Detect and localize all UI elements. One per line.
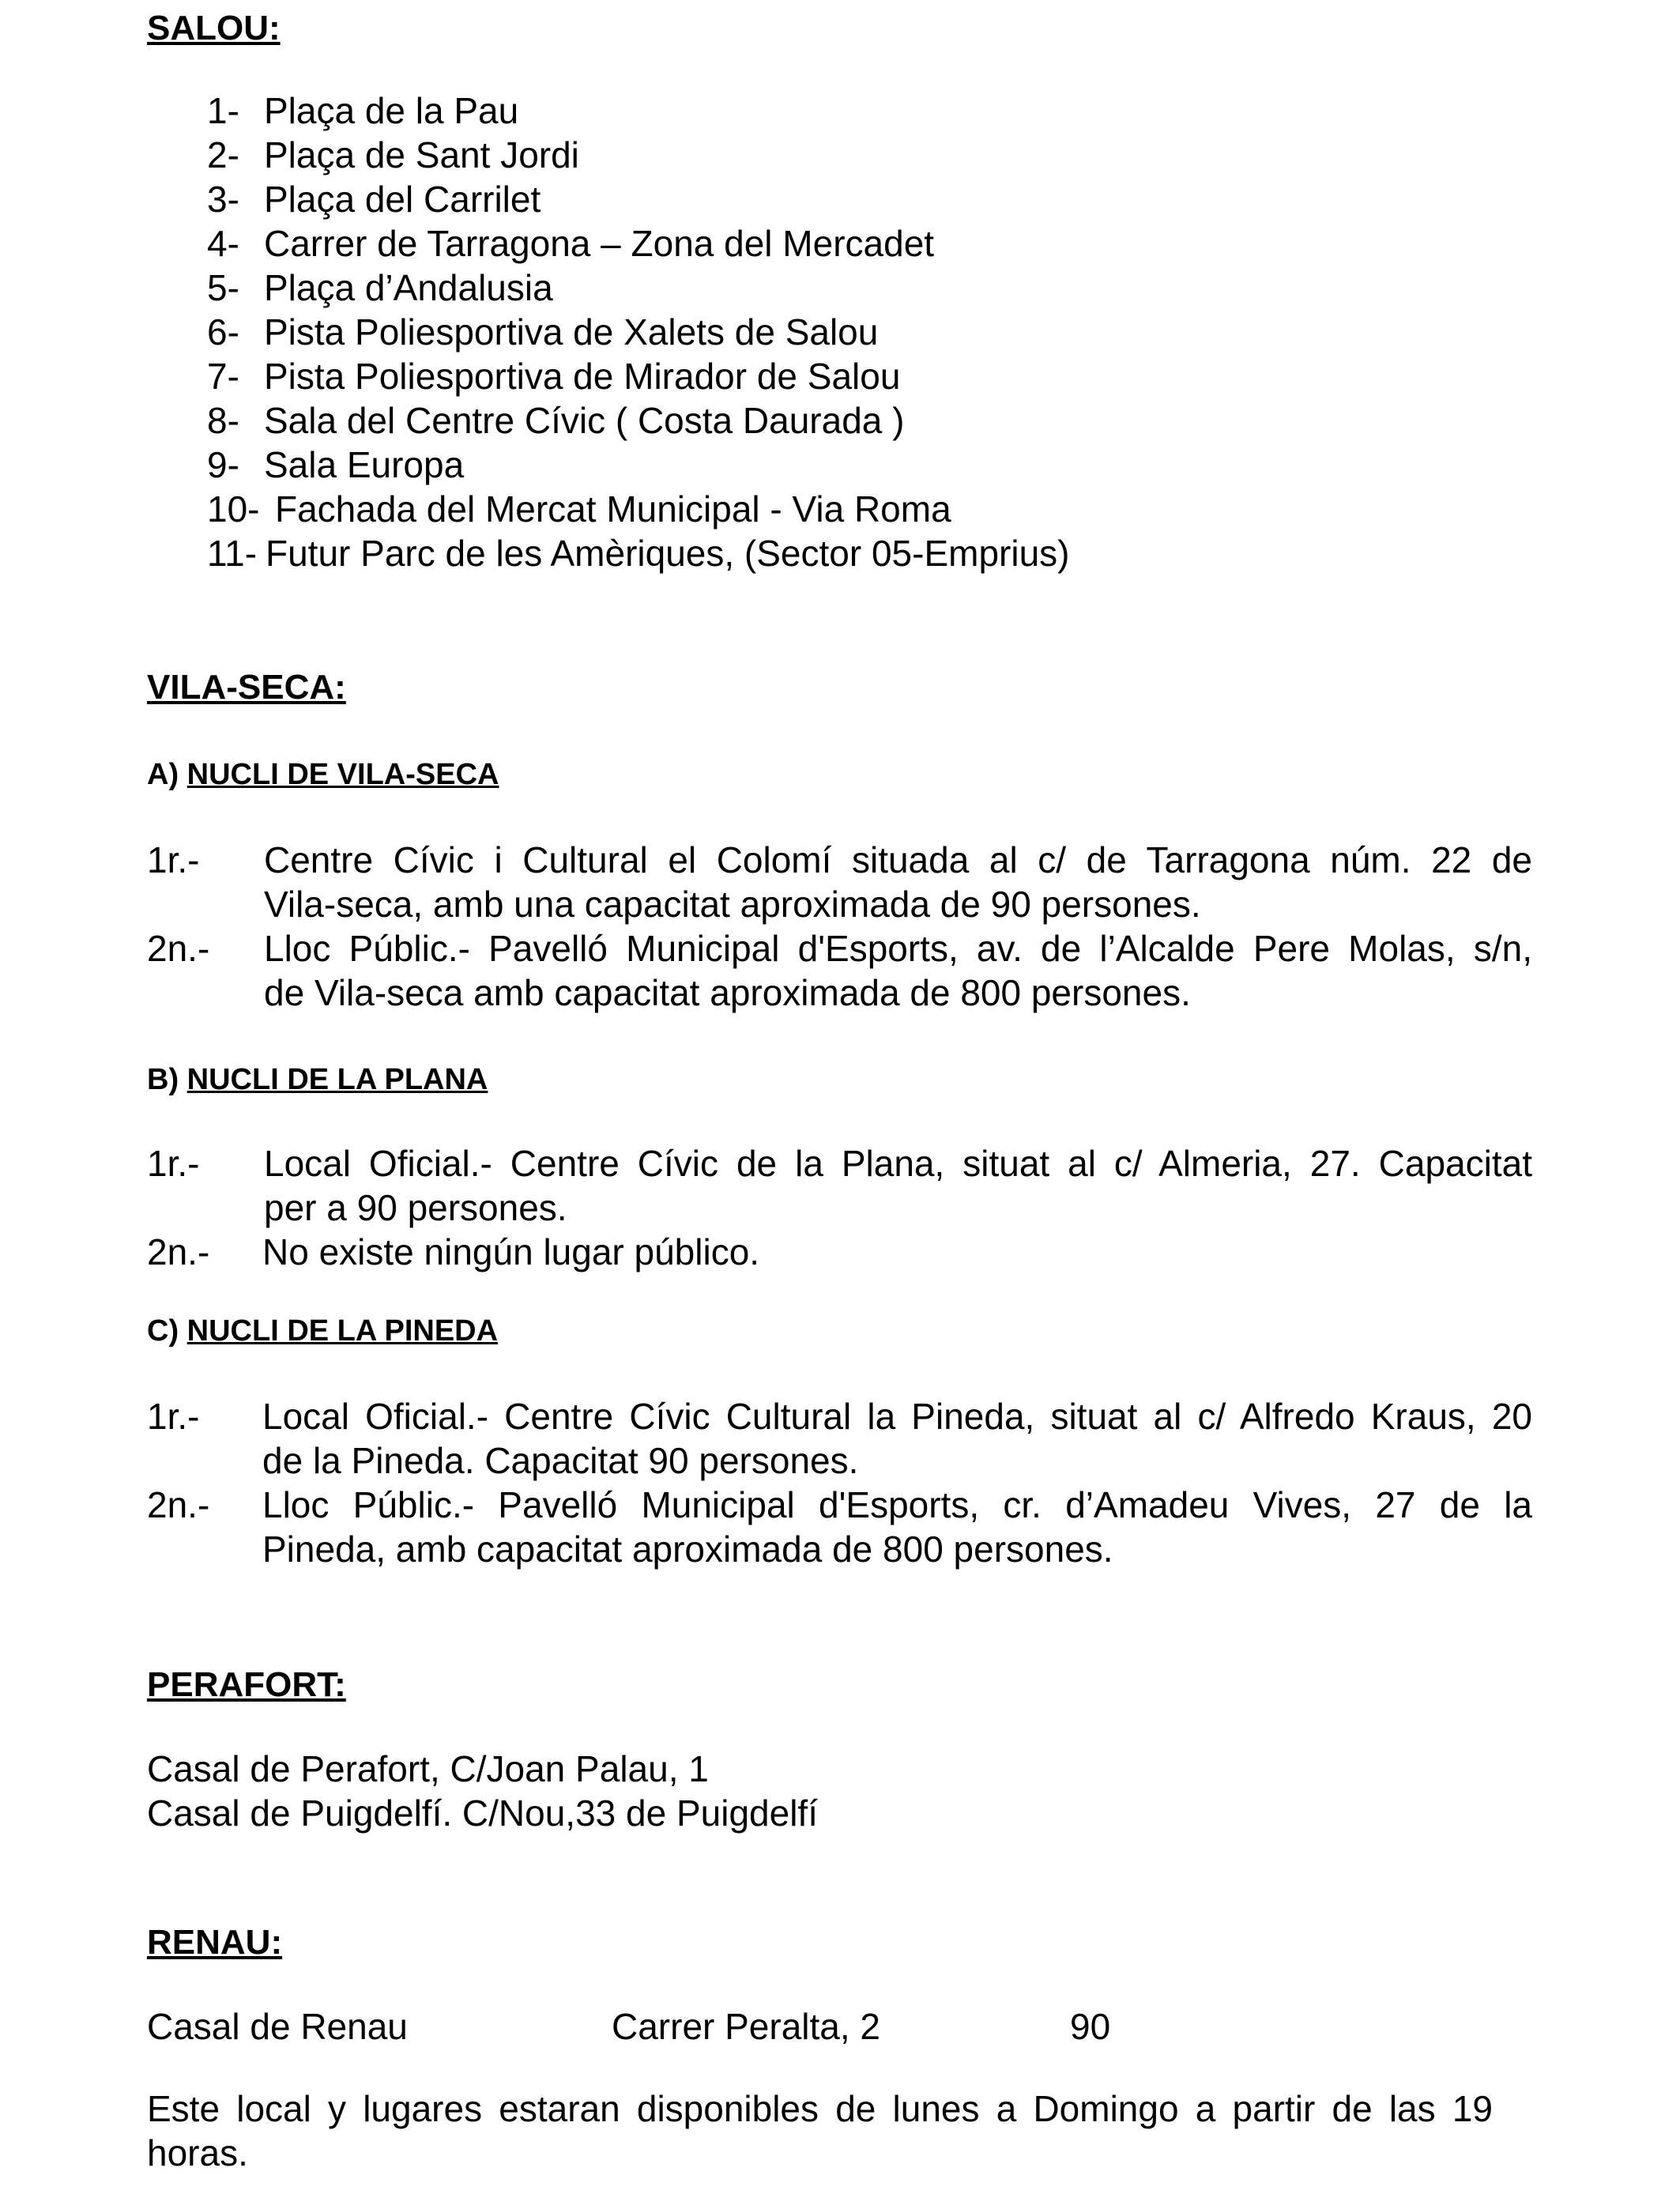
entry-line: Centre Cívic i Cultural el Colomí situada al c/ de Tarragona núm. 22 de bbox=[264, 839, 1532, 880]
entry-line: Local Oficial.- Centre Cívic de la Plana, situat al c/ Almeria, 27. Capacitat bbox=[264, 1143, 1532, 1184]
entry-line: Lloc Públic.- Pavelló Municipal d'Esports, cr. d’Amadeu Vives, 27 de la bbox=[262, 1484, 1532, 1525]
section-c-heading bbox=[147, 1312, 498, 1350]
section-a-title: NUCLI DE VILA-SECA bbox=[186, 758, 499, 791]
perafort-line: Casal de Puigdelfí. C/Nou,33 de Puigdelfí bbox=[147, 1793, 818, 1834]
salou-item-num: 6- bbox=[207, 311, 239, 352]
entry-line: de la Pineda. Capacitat 90 persones. bbox=[262, 1440, 859, 1481]
entry-num: 1r.- bbox=[147, 1143, 200, 1184]
section-c-prefix: C) bbox=[147, 1314, 179, 1348]
section-a-prefix: A) bbox=[147, 758, 179, 791]
salou-item-num: 11- bbox=[207, 533, 258, 574]
salou-item-text: Sala Europa bbox=[264, 444, 465, 485]
salou-item-text: Plaça de Sant Jordi bbox=[264, 134, 579, 175]
perafort-heading: PERAFORT: bbox=[147, 1665, 346, 1704]
entry-num: 2n.- bbox=[147, 928, 210, 969]
salou-item-num: 5- bbox=[207, 267, 239, 308]
salou-item-num: 2- bbox=[207, 134, 239, 175]
entry-line: Lloc Públic.- Pavelló Municipal d'Esports, av. de l’Alcalde Pere Molas, s/n, bbox=[264, 928, 1532, 969]
entry-text bbox=[262, 1394, 1532, 1483]
entry-line: de Vila-seca amb capacitat aproximada de 800 persones. bbox=[264, 972, 1191, 1013]
entry-line: per a 90 persones. bbox=[264, 1187, 567, 1228]
salou-heading: SALOU: bbox=[147, 9, 281, 47]
salou-item-num: 1- bbox=[207, 90, 239, 131]
entry-num: 2n.- bbox=[147, 1484, 210, 1525]
section-a-heading bbox=[147, 756, 499, 794]
salou-item-num: 4- bbox=[207, 223, 239, 264]
salou-item-text: Sala del Centre Cívic ( Costa Daurada ) bbox=[264, 400, 905, 441]
salou-item-text: Futur Parc de les Amèriques, (Sector 05-Emprius) bbox=[266, 533, 1070, 574]
entry-line: Local Oficial.- Centre Cívic Cultural la Pineda, situat al c/ Alfredo Kraus, 20 bbox=[262, 1396, 1532, 1437]
entry-num: 1r.- bbox=[147, 839, 200, 880]
entry-num: 1r.- bbox=[147, 1396, 200, 1437]
salou-item-text: Carrer de Tarragona – Zona del Mercadet bbox=[264, 223, 935, 264]
salou-item-num: 10- bbox=[207, 488, 260, 530]
salou-item-text: Plaça de la Pau bbox=[264, 90, 519, 131]
perafort-line: Casal de Perafort, C/Joan Palau, 1 bbox=[147, 1748, 709, 1789]
entry-num: 2n.- bbox=[147, 1231, 210, 1272]
section-c-title: NUCLI DE LA PINEDA bbox=[186, 1314, 499, 1348]
note-line: horas. bbox=[147, 2132, 248, 2173]
salou-item-text: Pista Poliesportiva de Mirador de Salou bbox=[264, 356, 901, 397]
vilaseca-heading: VILA-SECA: bbox=[147, 668, 346, 707]
salou-item-num: 7- bbox=[207, 356, 239, 397]
salou-item-num: 8- bbox=[207, 400, 239, 441]
section-b-prefix: B) bbox=[147, 1063, 179, 1096]
availability-note bbox=[147, 2087, 1493, 2175]
section-b-title: NUCLI DE LA PLANA bbox=[186, 1063, 488, 1096]
note-line: Este local y lugares estaran disponibles de lunes a Domingo a partir de las 19 bbox=[147, 2088, 1493, 2129]
renau-address: Carrer Peralta, 2 bbox=[612, 2006, 881, 2047]
entry-line: Pineda, amb capacitat aproximada de 800 persones. bbox=[262, 1529, 1113, 1570]
renau-name: Casal de Renau bbox=[147, 2006, 408, 2047]
entry-text bbox=[264, 1141, 1532, 1230]
salou-item-text: Pista Poliesportiva de Xalets de Salou bbox=[264, 311, 879, 352]
renau-heading: RENAU: bbox=[147, 1923, 283, 1962]
entry-text bbox=[264, 926, 1532, 1015]
entry-text bbox=[262, 1230, 1531, 1274]
entry-text bbox=[264, 838, 1532, 926]
salou-item-text: Fachada del Mercat Municipal - Via Roma bbox=[275, 488, 951, 530]
entry-line: No existe ningún lugar público. bbox=[262, 1231, 760, 1272]
entry-text bbox=[262, 1483, 1532, 1571]
entry-line: Vila-seca, amb una capacitat aproximada de 90 persones. bbox=[264, 884, 1201, 925]
section-b-heading bbox=[147, 1061, 488, 1099]
renau-capacity: 90 bbox=[1070, 2006, 1111, 2047]
salou-item-text: Plaça del Carrilet bbox=[264, 179, 541, 220]
salou-item-num: 9- bbox=[207, 444, 239, 485]
salou-item-num: 3- bbox=[207, 179, 239, 220]
salou-item-text: Plaça d’Andalusia bbox=[264, 267, 553, 308]
